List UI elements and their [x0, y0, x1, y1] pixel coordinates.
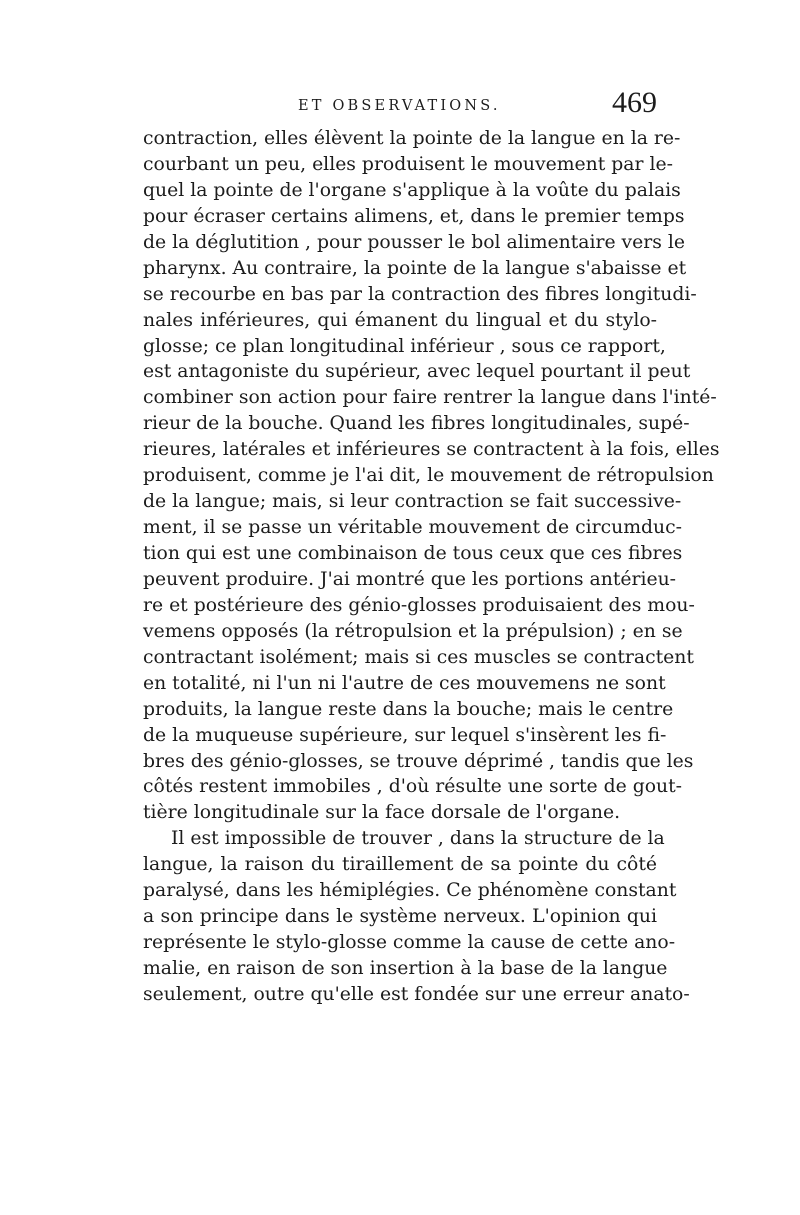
text-line: représente le stylo-glosse comme la cause de cette ano-: [143, 932, 676, 954]
text-line: bres des génio-glosses, se trouve déprimé , tandis que les: [143, 750, 694, 772]
text-line: nales inférieures, qui émanent du lingual et du stylo-: [143, 309, 657, 331]
text-line: combiner son action pour faire rentrer la langue dans l'inté-: [143, 387, 717, 409]
text-line: Il est impossible de trouver , dans la structure de la: [171, 828, 665, 850]
text-line: glosse; ce plan longitudinal inférieur , sous ce rapport,: [143, 335, 666, 357]
text-line: tion qui est une combinaison de tous ceux que ces fibres: [143, 543, 683, 564]
text-line: vemens opposés (la rétropulsion et la prépulsion) ; en se: [143, 620, 683, 642]
text-line: produisent, comme je l'ai dit, le mouvement de rétropulsion: [143, 465, 714, 487]
body-text: [143, 126, 720, 1008]
text-line: peuvent produire. J'ai montré que les portions antérieu-: [143, 568, 677, 590]
text-line: seulement, outre qu'elle est fondée sur une erreur anato-: [143, 983, 690, 1005]
running-title: ET OBSERVATIONS.: [298, 98, 501, 114]
text-line: est antagoniste du supérieur, avec lequel pourtant il peut: [143, 361, 691, 383]
text-line: paralysé, dans les hémiplégies. Ce phénomène constant: [143, 880, 677, 902]
text-line: de la langue; mais, si leur contraction se fait successive-: [143, 491, 682, 513]
text-line: ment, il se passe un véritable mouvement de circumduc-: [143, 517, 683, 539]
text-line: pharynx. Au contraire, la pointe de la langue s'abaisse et: [143, 257, 687, 279]
text-line: de la muqueuse supérieure, sur lequel s'insèrent les fi-: [143, 724, 667, 746]
text-line: de la déglutition , pour pousser le bol alimentaire vers le: [143, 231, 685, 253]
page-number: 469: [612, 86, 657, 119]
text-line: pour écraser certains alimens, et, dans le premier temps: [143, 205, 685, 227]
text-line: contraction, elles élèvent la pointe de la langue en la re-: [143, 128, 681, 149]
text-line: rieur de la bouche. Quand les fibres longitudinales, supé-: [143, 413, 690, 435]
text-line: contractant isolément; mais si ces muscles se contractent: [143, 646, 694, 668]
page-header: [143, 86, 657, 126]
text-line: langue, la raison du tiraillement de sa pointe du côté: [143, 854, 657, 876]
text-line: a son principe dans le système nerveux. L'opinion qui: [143, 906, 657, 928]
text-line: en totalité, ni l'un ni l'autre de ces mouvemens ne sont: [143, 672, 666, 694]
text-line: tière longitudinale sur la face dorsale de l'organe.: [143, 802, 621, 824]
text-line: produits, la langue reste dans la bouche; mais le centre: [143, 698, 674, 720]
text-line: malie, en raison de son insertion à la base de la langue: [143, 958, 668, 979]
text-line: re et postérieure des génio-glosses produisaient des mou-: [143, 594, 695, 616]
text-line: quel la pointe de l'organe s'applique à la voûte du palais: [143, 179, 681, 201]
text-line: se recourbe en bas par la contraction des fibres longitudi-: [143, 283, 697, 305]
text-line: courbant un peu, elles produisent le mouvement par le-: [143, 153, 673, 175]
text-line: rieures, latérales et inférieures se contractent à la fois, elles: [143, 439, 720, 461]
text-line: côtés restent immobiles , d'où résulte une sorte de gout-: [143, 776, 683, 798]
